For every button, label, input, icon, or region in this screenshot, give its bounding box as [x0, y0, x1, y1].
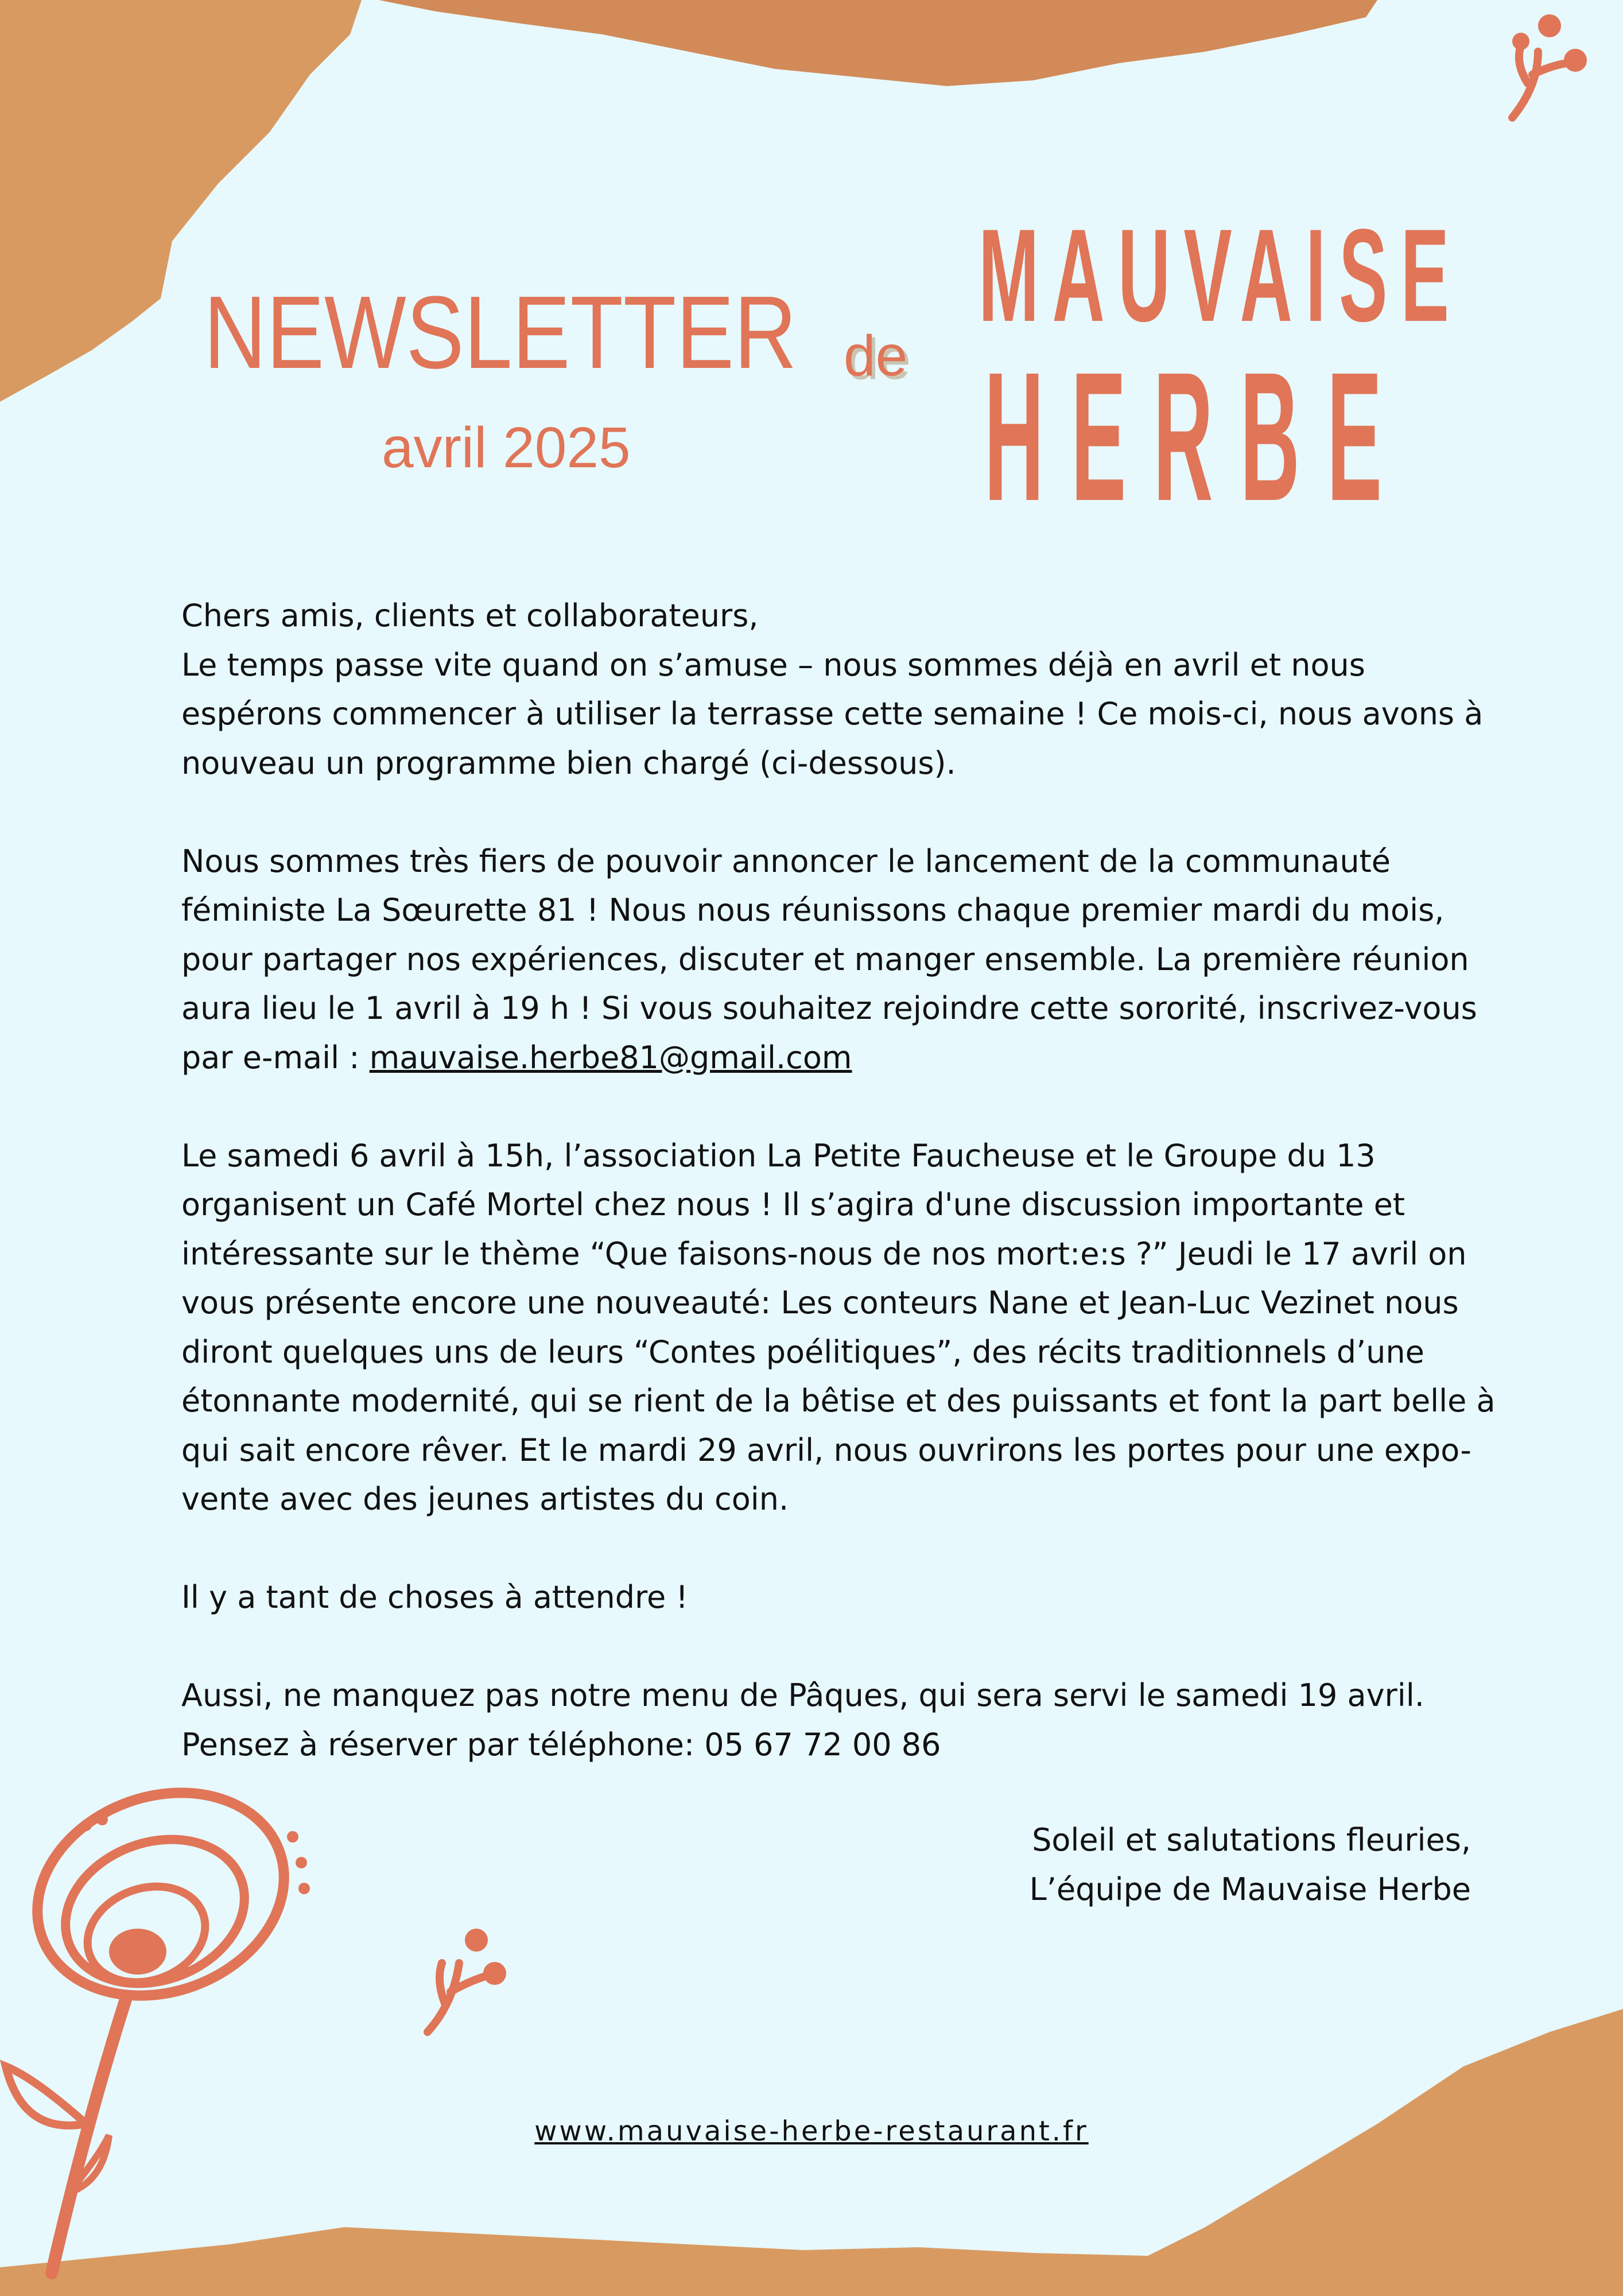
greeting: Chers amis, clients et collaborateurs,: [181, 598, 759, 634]
brand-logo-line1: MAUVAISE: [979, 201, 1463, 349]
events-paragraph: Le samedi 6 avril à 15h, l’association La Petite Faucheuse et le Groupe du 13 organisent un Café Mortel chez nous ! Il s’agira d'une discussion importante et intéressante sur le thème “Que faisons-nous de nos mort:e:s ?” Jeudi le 17 avril on vous présente encore une nouveauté: Les conteurs Nane et Jean-Luc Vezinet nous diront quelques uns de leurs “Contes poélitiques”, des récits traditionnels d’une étonnante modernité, qui se rient de la bêtise et des puissants et font la part belle à qui sait encore rêver. Et le mardi 29 avril, nous ouvrirons les portes pour une expo-vente avec des jeunes artistes du coin.: [181, 1137, 1496, 1517]
newsletter-body: [181, 591, 1501, 1818]
website-link[interactable]: www.mauvaise-herbe-restaurant.fr: [534, 2115, 1089, 2147]
easter-text: Aussi, ne manquez pas notre menu de Pâques, qui sera servi le samedi 19 avril.: [181, 1677, 1424, 1713]
community-paragraph: [181, 837, 1501, 1083]
sprig-icon-top-right: [1512, 18, 1583, 118]
newsletter-title: NEWSLETTER: [204, 275, 797, 390]
brand-logo-line2: HERBE: [984, 333, 1410, 539]
signature: [1030, 1816, 1471, 1914]
sprig-icon-bottom-middle: [428, 1933, 502, 2032]
newsletter-title-de: de: [844, 324, 908, 388]
flower-icon-bottom-left: [6, 1759, 313, 2273]
intro-text: Le temps passe vite quand on s’amuse – nous sommes déjà en avril et nous espérons commencer à utiliser la terrasse cette semaine ! Ce mois-ci, nous avons à nouveau un programme bien chargé (ci-dessous).: [181, 646, 1484, 781]
email-link[interactable]: mauvaise.herbe81@gmail.com: [369, 1039, 852, 1076]
signature-line1: Soleil et salutations fleuries,: [1032, 1822, 1471, 1858]
signature-line2: L’équipe de Mauvaise Herbe: [1029, 1871, 1471, 1907]
torn-paper-bottom: [0, 2009, 1623, 2296]
torn-paper-top: [379, 0, 1377, 86]
footer: [0, 2115, 1623, 2147]
community-text: Nous sommes très fiers de pouvoir annoncer le lancement de la communauté féministe La Sœurette 81 ! Nous nous réunissons chaque premier mardi du mois, pour partager nos expériences, discuter et manger ensemble. La première réunion aura lieu le 1 avril à 19 h ! Si vous souhaitez rejoindre cette sororité, inscrivez-vous par e-mail :: [181, 843, 1477, 1076]
issue-month: avril 2025: [382, 416, 631, 480]
easter-paragraph: [181, 1671, 1501, 1769]
intro-paragraph: [181, 591, 1501, 788]
anticipation-paragraph: Il y a tant de choses à attendre !: [181, 1579, 689, 1615]
reservation-text: Pensez à réserver par téléphone: 05 67 72 00 86: [181, 1726, 941, 1763]
